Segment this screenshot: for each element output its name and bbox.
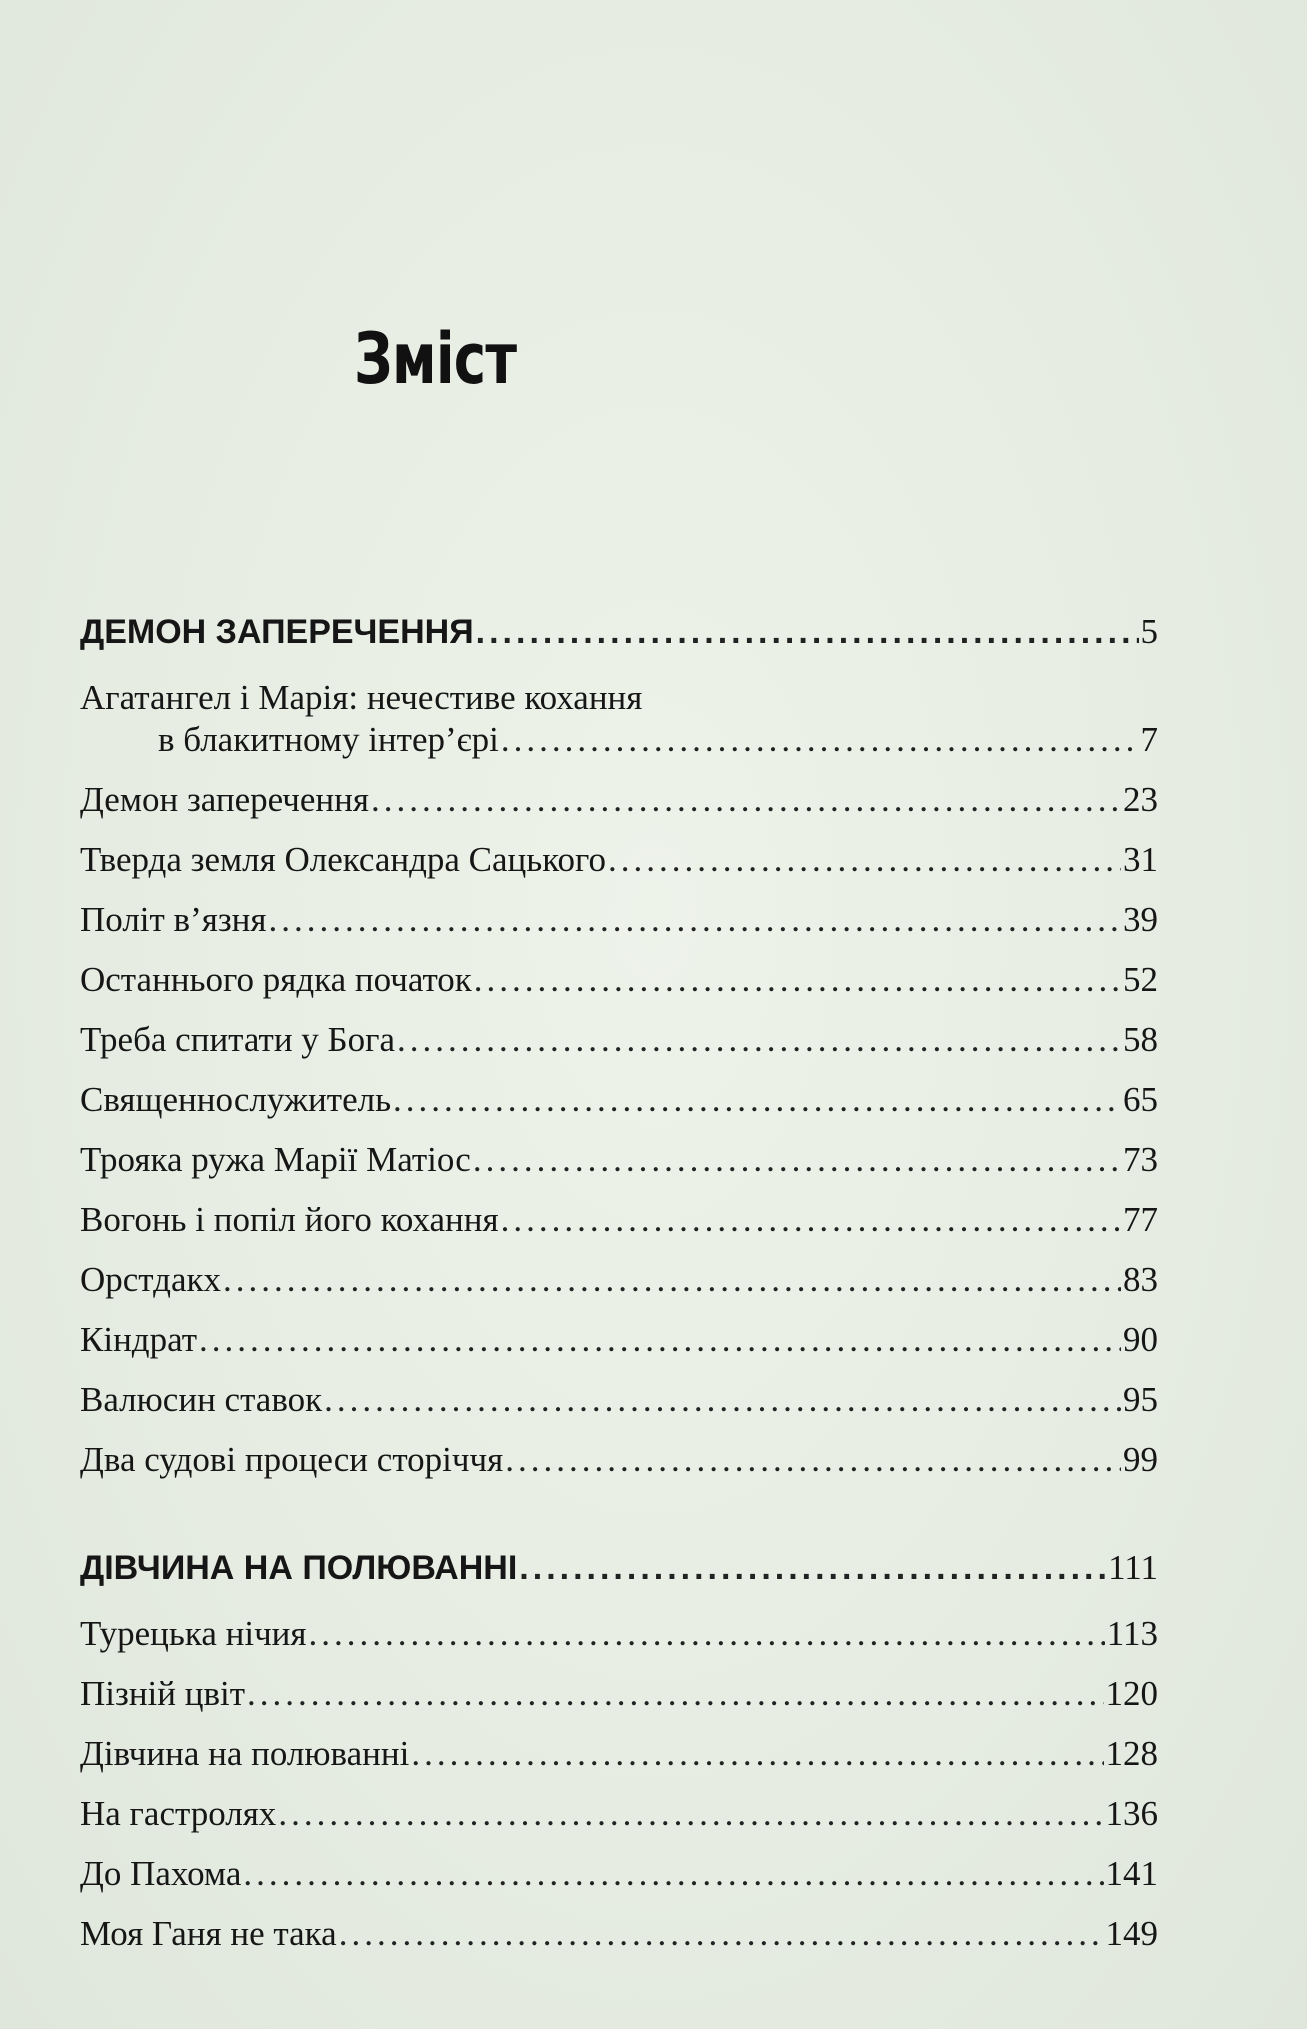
- entry-title: Демон заперечення: [80, 780, 369, 819]
- dot-leader: [199, 1320, 1121, 1360]
- toc-section-heading[interactable]: [80, 612, 1158, 652]
- dot-leader: [324, 1380, 1121, 1420]
- dot-leader: [309, 1614, 1105, 1654]
- entry-title: Кіндрат: [80, 1320, 198, 1359]
- toc-entry[interactable]: [80, 1674, 1158, 1714]
- entry-title: Останнього рядка початок: [80, 960, 472, 999]
- page-number: 65: [1123, 1080, 1158, 1119]
- entry-title: Треба спитати у Бога: [80, 1020, 396, 1059]
- dot-leader: [247, 1674, 1103, 1714]
- page-number: 58: [1123, 1020, 1158, 1059]
- toc-entry[interactable]: [80, 1080, 1158, 1120]
- dot-leader: [371, 780, 1121, 820]
- dot-leader: [501, 1200, 1121, 1240]
- page-number: 141: [1105, 1854, 1158, 1893]
- toc-entry[interactable]: [80, 960, 1158, 1000]
- toc-entry[interactable]: [80, 900, 1158, 940]
- page-number: 83: [1123, 1260, 1158, 1299]
- toc-entry[interactable]: [80, 1260, 1158, 1300]
- dot-leader: [393, 1080, 1121, 1120]
- entry-title: Тверда земля Олександра Сацького: [80, 840, 606, 879]
- entry-title: Турецька нічия: [80, 1614, 307, 1653]
- entry-title: Агатангел і Марія: нечестиве кохання: [80, 678, 643, 717]
- toc-entry[interactable]: [80, 780, 1158, 820]
- toc-entry[interactable]: [80, 1380, 1158, 1420]
- toc-entry[interactable]: [80, 720, 1158, 760]
- page-number: 23: [1123, 780, 1158, 819]
- dot-leader: [223, 1260, 1121, 1300]
- page-number: 149: [1105, 1914, 1158, 1953]
- dot-leader: [476, 612, 1139, 652]
- page-number: 120: [1105, 1674, 1158, 1713]
- dot-leader: [474, 960, 1121, 1000]
- dot-leader: [501, 720, 1139, 760]
- entry-title: Вогонь і попіл його кохання: [80, 1200, 499, 1239]
- dot-leader: [411, 1734, 1103, 1774]
- page-number: 113: [1106, 1614, 1158, 1653]
- dot-leader: [278, 1794, 1103, 1834]
- page-number: 111: [1108, 1548, 1158, 1587]
- toc-entry[interactable]: [80, 1854, 1158, 1894]
- section-title: ДІВЧИНА НА ПОЛЮВАННІ: [80, 1549, 518, 1587]
- entry-title: На гастролях: [80, 1794, 277, 1833]
- dot-leader: [473, 1140, 1121, 1180]
- dot-leader: [608, 840, 1121, 880]
- entry-title: Політ в’язня: [80, 900, 267, 939]
- dot-leader: [397, 1020, 1121, 1060]
- entry-title: Пізній цвіт: [80, 1674, 246, 1713]
- toc-entry[interactable]: [80, 840, 1158, 880]
- page-number: 128: [1105, 1734, 1158, 1773]
- dot-leader: [505, 1440, 1121, 1480]
- entry-title: Моя Ганя не така: [80, 1914, 337, 1953]
- entry-title: Священнослужитель: [80, 1080, 392, 1119]
- toc-entry[interactable]: [80, 1614, 1158, 1654]
- toc-entry[interactable]: [80, 1794, 1158, 1834]
- page-number: 52: [1123, 960, 1158, 999]
- page-number: 39: [1123, 900, 1158, 939]
- page-number: 77: [1123, 1200, 1158, 1239]
- toc-entry[interactable]: [80, 1140, 1158, 1180]
- entry-title: Дівчина на полюванні: [80, 1734, 410, 1773]
- page-number: 90: [1123, 1320, 1158, 1359]
- toc-entry[interactable]: [80, 1020, 1158, 1060]
- dot-leader: [243, 1854, 1103, 1894]
- entry-title: Валюсин ставок: [80, 1380, 323, 1419]
- toc-section-heading[interactable]: [80, 1548, 1158, 1588]
- page-number: 73: [1123, 1140, 1158, 1179]
- page-number: 7: [1140, 720, 1158, 759]
- entry-title: Трояка ружа Марії Матіос: [80, 1140, 471, 1179]
- page-number: 136: [1105, 1794, 1158, 1833]
- dot-leader: [519, 1548, 1106, 1588]
- toc-entry[interactable]: [80, 1320, 1158, 1360]
- entry-title: в блакитному інтер’єрі: [158, 720, 499, 759]
- entry-title: До Пахома: [80, 1854, 242, 1893]
- section-title: ДЕМОН ЗАПЕРЕЧЕННЯ: [80, 613, 474, 651]
- page-title: Зміст: [354, 318, 517, 400]
- dot-leader: [268, 900, 1121, 940]
- entry-title: Два судові процеси сторіччя: [80, 1440, 504, 1479]
- page-number: 5: [1140, 612, 1158, 651]
- dot-leader: [339, 1914, 1104, 1954]
- toc-entry-line1[interactable]: [80, 678, 1158, 718]
- toc-entry[interactable]: [80, 1440, 1158, 1480]
- page-number: 31: [1123, 840, 1158, 879]
- toc-entry[interactable]: [80, 1914, 1158, 1954]
- toc-entry[interactable]: [80, 1734, 1158, 1774]
- toc-entry[interactable]: [80, 1200, 1158, 1240]
- entry-title: Орстдакх: [80, 1260, 221, 1299]
- page-number: 95: [1123, 1380, 1158, 1419]
- page-number: 99: [1123, 1440, 1158, 1479]
